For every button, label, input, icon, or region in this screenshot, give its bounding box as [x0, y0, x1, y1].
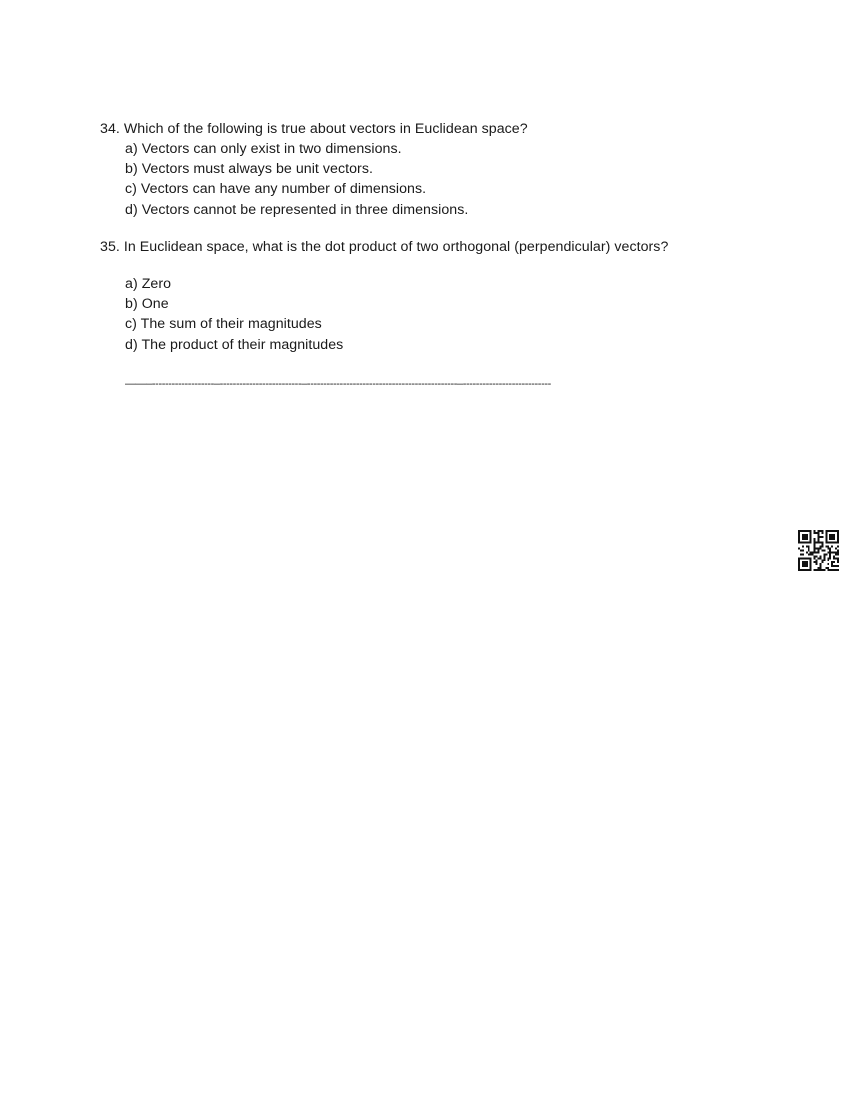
qr-module [810, 561, 812, 563]
qr-module [821, 542, 823, 544]
qr-module [819, 546, 821, 548]
qr-module [810, 563, 812, 565]
qr-module [806, 561, 808, 563]
qr-module [816, 559, 818, 561]
qr-module [808, 548, 810, 550]
qr-module [806, 538, 808, 540]
qr-module [810, 569, 812, 571]
qr-module [810, 565, 812, 567]
qr-module [798, 542, 800, 544]
qr-module [816, 532, 818, 534]
qr-module [831, 536, 833, 538]
qr-module [808, 530, 810, 532]
section-separator: ——–-------------------–-------------------------–----------------------------------------------–--------------------------- [125, 378, 551, 390]
qr-module [814, 544, 816, 546]
qr-module [810, 559, 812, 561]
qr-module [835, 553, 837, 555]
qr-module [816, 542, 818, 544]
qr-module [825, 540, 827, 542]
qr-module [798, 540, 800, 542]
qr-module [802, 553, 804, 555]
qr-module [833, 551, 835, 553]
qr-module [816, 551, 818, 553]
qr-module [823, 555, 825, 557]
qr-module [818, 530, 820, 532]
qr-module [816, 548, 818, 550]
qr-module [827, 542, 829, 544]
qr-module [806, 557, 808, 559]
qr-module [837, 559, 839, 561]
qr-code-icon [798, 530, 839, 571]
qr-module [814, 561, 816, 563]
qr-module [816, 555, 818, 557]
qr-module [827, 569, 829, 571]
qr-module [821, 532, 823, 534]
qr-module [833, 557, 835, 559]
qr-module [802, 530, 804, 532]
qr-module [827, 559, 829, 561]
qr-module [825, 542, 827, 544]
qr-module [816, 561, 818, 563]
qr-module [804, 561, 806, 563]
qr-module [810, 551, 812, 553]
qr-module [798, 569, 800, 571]
qr-module [825, 538, 827, 540]
qr-module [798, 534, 800, 536]
qr-module [825, 534, 827, 536]
qr-module [818, 542, 820, 544]
answer-options [125, 274, 760, 355]
qr-module [837, 542, 839, 544]
qr-module [810, 567, 812, 569]
qr-module [798, 563, 800, 565]
qr-module [804, 563, 806, 565]
qr-module [804, 534, 806, 536]
qr-module [823, 550, 825, 552]
qr-module [837, 551, 839, 553]
option-b: b) One [125, 296, 169, 313]
qr-module [837, 557, 839, 559]
answer-options [125, 139, 760, 220]
qr-module [837, 565, 839, 567]
qr-module [814, 550, 816, 552]
qr-module [812, 551, 814, 553]
qr-module [804, 557, 806, 559]
qr-module [827, 567, 829, 569]
qr-module [819, 548, 821, 550]
qr-module [833, 561, 835, 563]
qr-module [798, 548, 800, 550]
qr-module [814, 557, 816, 559]
qr-module [827, 548, 829, 550]
qr-module [818, 534, 820, 536]
qr-module [827, 551, 829, 553]
qr-module [814, 538, 816, 540]
qr-module [810, 557, 812, 559]
qr-module [823, 569, 825, 571]
qr-module [837, 546, 839, 548]
qr-module [814, 540, 816, 542]
qr-module [823, 553, 825, 555]
qr-module [837, 540, 839, 542]
question-35 [100, 237, 760, 355]
qr-module [810, 532, 812, 534]
qr-module [806, 546, 808, 548]
qr-module [829, 548, 831, 550]
qr-module [802, 542, 804, 544]
qr-module [821, 546, 823, 548]
qr-module [829, 538, 831, 540]
qr-module [818, 538, 820, 540]
qr-module [804, 538, 806, 540]
qr-module [819, 536, 821, 538]
qr-module [823, 559, 825, 561]
qr-module [798, 532, 800, 534]
qr-module [798, 530, 800, 532]
qr-module [835, 542, 837, 544]
qr-module [802, 534, 804, 536]
qr-module [829, 534, 831, 536]
qr-module [835, 530, 837, 532]
qr-module [814, 542, 816, 544]
qr-module [798, 557, 800, 559]
qr-module [808, 553, 810, 555]
qr-module [818, 536, 820, 538]
qr-module [823, 557, 825, 559]
qr-module [808, 569, 810, 571]
qr-module [831, 534, 833, 536]
qr-module [802, 550, 804, 552]
qr-module [812, 553, 814, 555]
qr-module [829, 555, 831, 557]
qr-module [825, 530, 827, 532]
qr-module [833, 538, 835, 540]
qr-module [831, 530, 833, 532]
qr-module [818, 569, 820, 571]
qr-module [821, 530, 823, 532]
qr-module [833, 555, 835, 557]
qr-module [806, 534, 808, 536]
qr-module [819, 563, 821, 565]
option-a: a) Zero [125, 276, 172, 292]
qr-module [829, 553, 831, 555]
qr-module [819, 555, 821, 557]
qr-module [806, 565, 808, 567]
qr-module [831, 565, 833, 567]
qr-module [798, 536, 800, 538]
qr-module [818, 548, 820, 550]
qr-module [806, 536, 808, 538]
qr-module [818, 540, 820, 542]
qr-module [835, 548, 837, 550]
qr-module [835, 551, 837, 553]
qr-module [827, 557, 829, 559]
qr-module [808, 557, 810, 559]
qr-module [827, 530, 829, 532]
question-text: 35. In Euclidean space, what is the dot product of two orthogonal (perpendicular) vectors? [100, 239, 669, 255]
qr-module [837, 532, 839, 534]
qr-module [833, 569, 835, 571]
qr-module [837, 561, 839, 563]
qr-module [835, 569, 837, 571]
qr-module [802, 538, 804, 540]
qr-module [825, 546, 827, 548]
question-text: 34. Which of the following is true about vectors in Euclidean space? [100, 121, 528, 137]
qr-module [827, 563, 829, 565]
qr-module [814, 548, 816, 550]
qr-module [833, 530, 835, 532]
qr-module [798, 567, 800, 569]
qr-module [819, 567, 821, 569]
option-b: b) Vectors must always be unit vectors. [125, 161, 373, 178]
qr-module [818, 551, 820, 553]
qr-module [833, 534, 835, 536]
qr-module [835, 565, 837, 567]
qr-module [829, 551, 831, 553]
qr-module [819, 565, 821, 567]
qr-module [808, 542, 810, 544]
option-d: d) Vectors cannot be represented in three dimensions. [125, 201, 469, 218]
qr-module [810, 538, 812, 540]
qr-module [802, 561, 804, 563]
qr-module [798, 565, 800, 567]
qr-module [804, 542, 806, 544]
qr-module [831, 563, 833, 565]
option-a: a) Vectors can only exist in two dimensions. [125, 141, 402, 157]
qr-module [819, 542, 821, 544]
qr-module [829, 550, 831, 552]
qr-module [802, 546, 804, 548]
qr-module [810, 540, 812, 542]
qr-module [798, 559, 800, 561]
qr-module [821, 561, 823, 563]
question-34 [100, 119, 760, 220]
option-c: c) The sum of their magnitudes [125, 316, 322, 333]
qr-module [825, 532, 827, 534]
qr-module [806, 542, 808, 544]
qr-module [808, 546, 810, 548]
qr-module [802, 536, 804, 538]
qr-module [804, 536, 806, 538]
qr-module [814, 569, 816, 571]
qr-module [819, 530, 821, 532]
qr-module [810, 542, 812, 544]
qr-module [829, 536, 831, 538]
qr-module [825, 567, 827, 569]
qr-module [821, 559, 823, 561]
qr-module [829, 530, 831, 532]
qr-module [831, 542, 833, 544]
qr-module [816, 569, 818, 571]
qr-module [816, 563, 818, 565]
qr-module [800, 542, 802, 544]
qr-module [800, 553, 802, 555]
qr-module [806, 530, 808, 532]
qr-module [831, 569, 833, 571]
qr-module [798, 538, 800, 540]
qr-module [829, 542, 831, 544]
qr-module [806, 569, 808, 571]
qr-module [833, 536, 835, 538]
qr-module [837, 569, 839, 571]
qr-module [821, 536, 823, 538]
qr-module [804, 565, 806, 567]
qr-module [837, 538, 839, 540]
qr-module [821, 544, 823, 546]
qr-module [802, 563, 804, 565]
qr-module [831, 538, 833, 540]
qr-module [804, 530, 806, 532]
qr-module [802, 569, 804, 571]
qr-module [829, 557, 831, 559]
qr-module [837, 536, 839, 538]
qr-module [831, 551, 833, 553]
qr-module [833, 542, 835, 544]
qr-module [818, 532, 820, 534]
qr-module [818, 567, 820, 569]
qr-module [808, 550, 810, 552]
option-d: d) The product of their magnitudes [125, 336, 344, 353]
qr-module [837, 550, 839, 552]
qr-module [800, 557, 802, 559]
qr-module [835, 557, 837, 559]
qr-module [829, 569, 831, 571]
qr-module [818, 550, 820, 552]
qr-module [819, 569, 821, 571]
qr-module [798, 561, 800, 563]
option-c: c) Vectors can have any number of dimensions. [125, 181, 427, 198]
qr-module [821, 569, 823, 571]
qr-module [833, 565, 835, 567]
qr-module [800, 530, 802, 532]
qr-module [810, 530, 812, 532]
qr-module [818, 557, 820, 559]
qr-module [800, 569, 802, 571]
qr-module [814, 530, 816, 532]
qr-module [806, 551, 808, 553]
qr-module [814, 532, 816, 534]
qr-module [821, 550, 823, 552]
qr-module [837, 553, 839, 555]
qr-module [810, 553, 812, 555]
qr-module [802, 557, 804, 559]
qr-module [814, 546, 816, 548]
qr-module [831, 546, 833, 548]
qr-module [810, 534, 812, 536]
qr-module [831, 561, 833, 563]
qr-module [802, 565, 804, 567]
qr-module [814, 551, 816, 553]
qr-module [806, 563, 808, 565]
qr-module [837, 534, 839, 536]
qr-module [819, 557, 821, 559]
qr-module [810, 536, 812, 538]
qr-module [800, 550, 802, 552]
qr-module [825, 553, 827, 555]
qr-module [814, 555, 816, 557]
qr-module [804, 569, 806, 571]
qr-module [837, 530, 839, 532]
qr-module [827, 546, 829, 548]
qr-module [825, 536, 827, 538]
